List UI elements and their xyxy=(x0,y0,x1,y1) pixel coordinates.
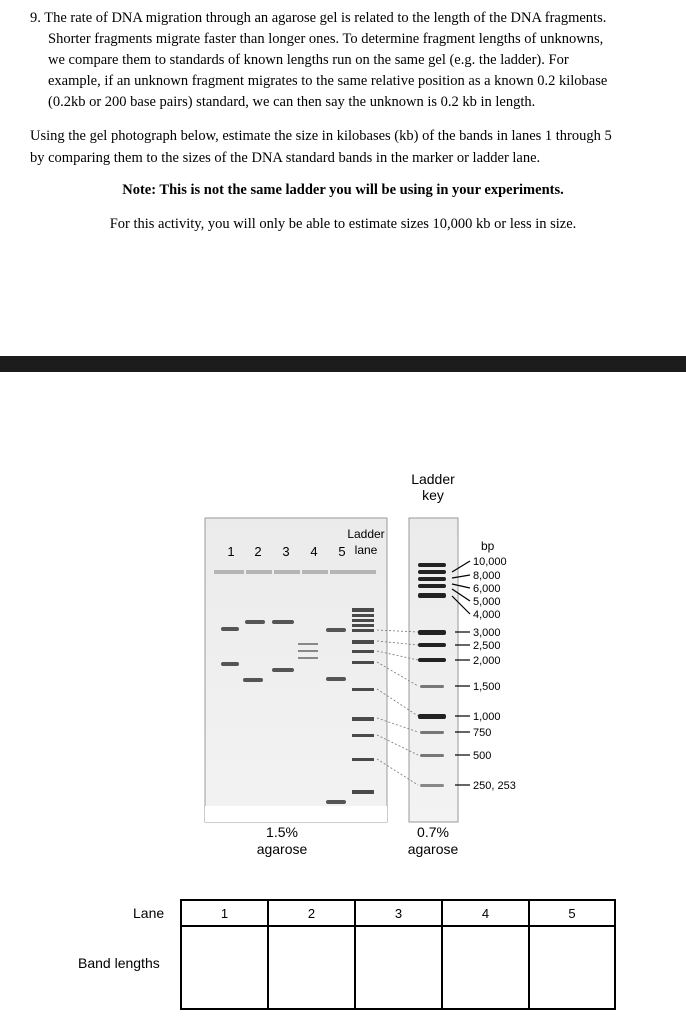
size-label: 4,000 xyxy=(473,609,501,621)
band-lane-4 xyxy=(298,657,318,659)
lane-header-cell: 3 xyxy=(354,899,443,927)
size-label: 1,500 xyxy=(473,681,501,693)
key-band xyxy=(420,784,444,787)
size-label: 1,000 xyxy=(473,711,501,723)
size-label: 5,000 xyxy=(473,596,501,608)
band-lane-1 xyxy=(221,627,239,631)
ladder-band xyxy=(352,688,374,691)
key-band xyxy=(418,584,446,588)
key-percent-label: agarose xyxy=(407,841,459,857)
band-lane-2 xyxy=(245,620,265,624)
ladder-band xyxy=(352,661,374,664)
gel-percent-label: agarose xyxy=(256,841,308,857)
instruction-line: Using the gel photograph below, estimate the size in kilobases (kb) of the bands in lanes 1 through 5 xyxy=(30,128,612,144)
size-label: 500 xyxy=(473,750,492,762)
key-band xyxy=(418,577,446,581)
question-line: example, if an unknown fragment migrates to the same relative position as a known 0.2 kilobase xyxy=(48,73,608,89)
gel-percent-label: 1.5% xyxy=(266,824,298,840)
band-lane-4 xyxy=(298,643,318,645)
ladder-band xyxy=(352,619,374,622)
question-line: 9. The rate of DNA migration through an agarose gel is related to the length of the DNA fragments. xyxy=(30,10,607,26)
lane-header-cell: 5 xyxy=(528,899,616,927)
unit-label: bp xyxy=(481,539,495,553)
band-lane-2 xyxy=(243,678,263,682)
size-label: 10,000 xyxy=(473,556,507,568)
ladder-lane-label: lane xyxy=(354,543,378,557)
ladder-band xyxy=(352,790,374,794)
lane-row-label: Lane xyxy=(133,905,165,921)
ladder-band xyxy=(352,758,374,761)
key-band xyxy=(418,563,446,567)
ladder-key-title: Ladder xyxy=(411,471,455,487)
gel-panel xyxy=(205,518,387,822)
band-lane-3 xyxy=(272,668,294,672)
key-band xyxy=(420,754,444,757)
band-length-answer-cell[interactable] xyxy=(354,925,443,1010)
size-label: 8,000 xyxy=(473,570,501,582)
key-band xyxy=(418,643,446,647)
key-band xyxy=(418,593,446,598)
band-lane-5 xyxy=(326,677,346,681)
lane-number: 1 xyxy=(227,544,235,559)
lane-number: 2 xyxy=(254,544,262,559)
lane-header-cell: 4 xyxy=(441,899,530,927)
well xyxy=(330,570,354,574)
ladder-band xyxy=(352,650,374,653)
ladder-band xyxy=(352,629,374,632)
band-lane-5 xyxy=(326,628,346,632)
lane-number: 4 xyxy=(310,544,318,559)
ladder-band xyxy=(352,640,374,644)
band-lane-5 xyxy=(326,800,346,804)
ladder-band xyxy=(352,608,374,612)
key-percent-label: 0.7% xyxy=(417,824,449,840)
size-labels xyxy=(473,556,516,792)
lane-number: 5 xyxy=(338,544,346,559)
answer-table xyxy=(180,899,616,1010)
well xyxy=(214,570,244,574)
band-length-answer-cell[interactable] xyxy=(441,925,530,1010)
size-label: 2,000 xyxy=(473,655,501,667)
well xyxy=(354,570,376,574)
band-lane-1 xyxy=(221,662,239,666)
key-band xyxy=(418,658,446,662)
band-length-answer-cell[interactable] xyxy=(528,925,616,1010)
ladder-band xyxy=(352,614,374,617)
key-band xyxy=(418,714,446,719)
note-text: Note: This is not the same ladder you will be using in your experiments. xyxy=(122,182,564,198)
ladder-band xyxy=(352,624,374,627)
size-label: 6,000 xyxy=(473,583,501,595)
well xyxy=(274,570,300,574)
ladder-band xyxy=(352,734,374,737)
ladder-lane-label: Ladder xyxy=(347,527,385,541)
band-lengths-row-label: Band lengths xyxy=(78,955,160,971)
key-band xyxy=(420,685,444,688)
gel-bottom xyxy=(205,806,387,822)
lane-header-cell: 1 xyxy=(180,899,269,927)
band-lane-3 xyxy=(272,620,294,624)
instruction-line: by comparing them to the sizes of the DNA standard bands in the marker or ladder lane. xyxy=(30,150,541,166)
band-length-answer-cell[interactable] xyxy=(267,925,356,1010)
band-lane-4 xyxy=(298,650,318,652)
size-label: 3,000 xyxy=(473,627,501,639)
well xyxy=(246,570,272,574)
key-band xyxy=(418,570,446,574)
ladder-band xyxy=(352,717,374,721)
lane-number: 3 xyxy=(282,544,290,559)
key-band xyxy=(418,630,446,635)
band-length-answer-cell[interactable] xyxy=(180,925,269,1010)
size-label: 2,500 xyxy=(473,640,501,652)
lane-header-cell: 2 xyxy=(267,899,356,927)
question-line: Shorter fragments migrate faster than longer ones. To determine fragment lengths of unknowns, xyxy=(48,31,604,47)
size-label: 250, 253 xyxy=(473,780,516,792)
ladder-key-title: key xyxy=(422,487,444,503)
key-band xyxy=(420,731,444,734)
question-line: (0.2kb or 200 base pairs) standard, we can then say the unknown is 0.2 kb in length. xyxy=(48,94,536,110)
question-line: we compare them to standards of known lengths run on the same gel (e.g. the ladder). For xyxy=(48,52,569,68)
size-label: 750 xyxy=(473,727,492,739)
well xyxy=(302,570,328,574)
gel-wells xyxy=(214,570,376,574)
activity-text: For this activity, you will only be able to estimate sizes 10,000 kb or less in size. xyxy=(109,216,577,232)
